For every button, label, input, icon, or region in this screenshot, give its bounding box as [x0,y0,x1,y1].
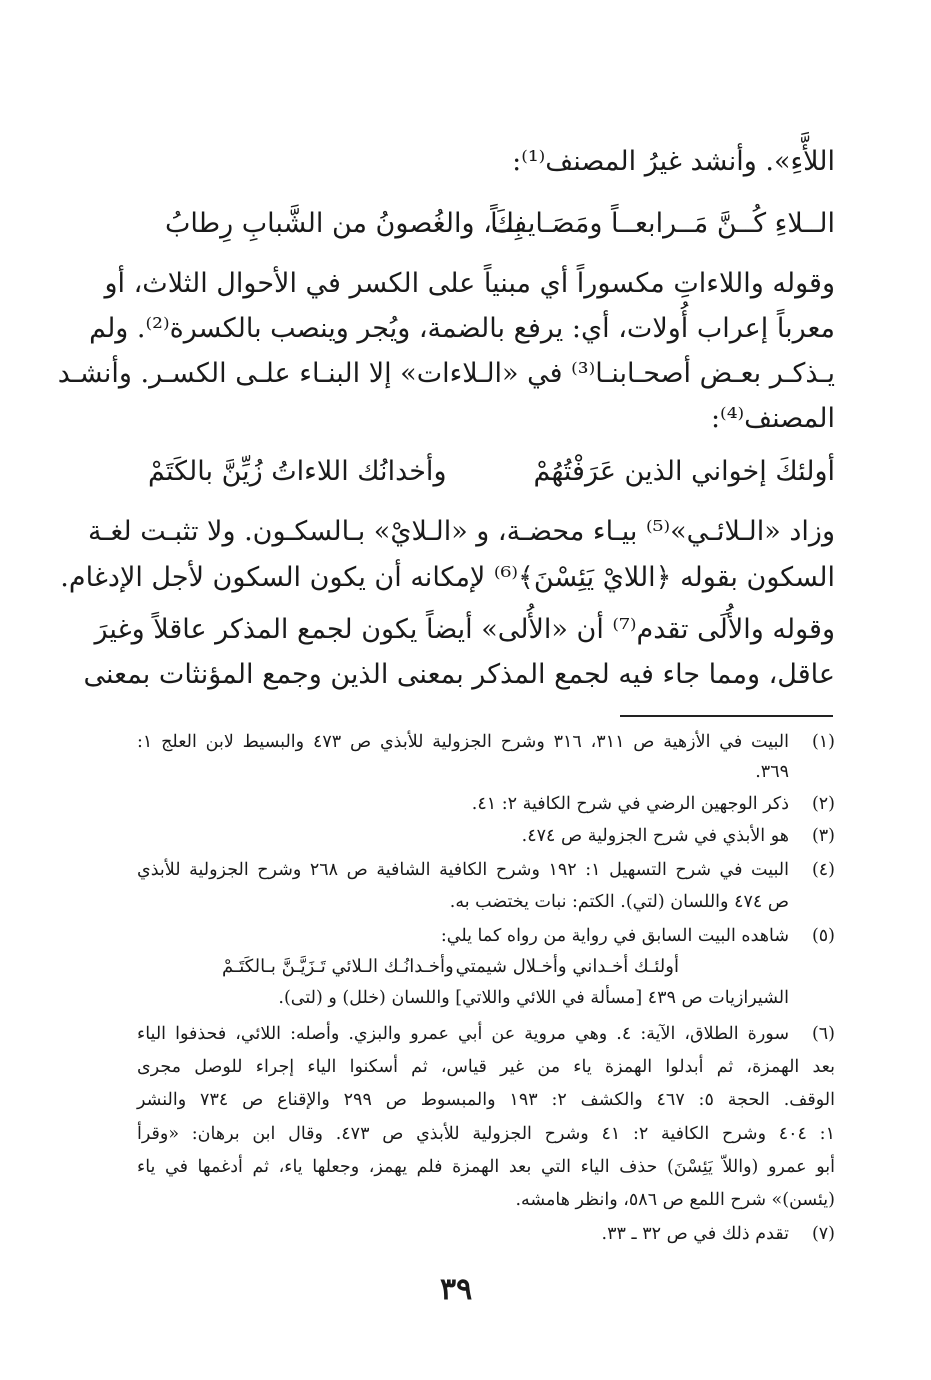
footnote-line: ذكر الوجهين الرضي في شرح الكافية ٢: ٤١. [471,794,789,814]
footnote-line: شاهده البيت السابق في رواية من رواه كما يلي: [440,926,789,946]
paragraph-line: المصنف⁽⁴⁾: [710,403,835,434]
footnote-line: سورة الطلاق، الآية: ٤. وهي مروية عن أبي عمرو والبزي. وأصله: اللائي، فحذفوا الياء [137,1024,789,1044]
footnote-number: (٧) [811,1224,835,1244]
footnote-number: (٥) [811,926,835,946]
footnote-line: ١: ٤٠٤ وشرح الكافية ٢: ٤١ وشرح الجزولية للأبذي ص ٤٧٣. وقال ابن برهان: «وقرأ [137,1124,835,1144]
footnote-line: البيت في شرح التسهيل ١: ١٩٢ وشرح الكافية الشافية ص ٢٦٨ وشرح الجزولية للأبذي [137,860,789,880]
verse1-second-hemistich: بِكَ، والغُصونُ من الشَّبابِ رِطابُ [165,208,523,239]
intro-line: اللأَّءِ». وأنشد غيرُ المصنف⁽¹⁾: [512,146,835,177]
verse1-first-hemistich: الــلاءِ كُــنَّ مَــرابعــاً ومَصَـايفــاً [490,208,835,239]
paragraph-line: معرباً إعراب أُولات، أي: يرفع بالضمة، ويُجر وينصب بالكسرة⁽²⁾. ولم [89,313,835,344]
footnote-verse-first: أولئـك أخـداني وأخـلال شيمتي [455,956,679,977]
footnote-line: ص ٤٧٤ واللسان (لتي). الكتم: نبات يختضب به. [449,892,789,912]
paragraph-line: وزاد «الـلائـي»⁽⁵⁾ بيـاء محضـة، و «الـلايْ» بـالسكـون. ولا تثبـت لغـة [88,516,835,547]
footnote-line: (يئسن)» شرح اللمع ص ٥٨٦، وانظر هامشه. [515,1190,835,1210]
footnote-number: (٦) [811,1024,835,1044]
paragraph-line: وقوله واللاءاتِ مكسوراً أي مبنياً على الكسر في الأحوال الثلاث، أو [104,268,835,299]
footnote-line: أبو عمرو (واللاّ يَئِسْنَ) حذف الياء التي بعد الهمزة فلم يهمز، وجعلها ياء، ثم أدغمها في ياء [137,1157,835,1177]
page-number: ٣٩ [440,1272,473,1307]
footnote-line: الوقف. الحجة ٥: ٤٦٧ والكشف ٢: ١٩٣ والمبسوط ص ٢٩٩ والإقناع ص ٧٣٤ والنشر [137,1090,836,1110]
paragraph-line: يـذكـر بعـض أصحـابنـا⁽³⁾ في «الـلاءات» إلا البنـاء علـى الكسـر. وأنشـد [57,358,835,389]
footnote-line: تقدم ذلك في ص ٣٢ ـ ٣٣. [601,1224,789,1244]
paragraph-line: وقوله والأُلَى تقدم⁽⁷⁾ أن «الأُلى» أيضاً يكون لجمع المذكر عاقلاً وغيرَ [94,614,835,645]
footnote-number: (١) [811,732,835,752]
paragraph-line: السكون بقوله ﴿اللايْ يَئِسْنَ﴾⁽⁶⁾ لإمكانه أن يكون السكون لأجل الإدغام. [60,562,835,593]
footnote-line: الشيرازيات ص ٤٣٩ [مسألة في اللائي واللاتي] واللسان (خلل) و (لتى). [278,988,789,1008]
footnote-line: هو الأبذي في شرح الجزولية ص ٤٧٤. [521,826,789,846]
footnote-line: بعد الهمزة، ثم أبدلوا الهمزة ياء من غير قياس، ثم أسكنوا الياء إجراء للوصل مجرى [137,1057,835,1077]
footnote-number: (٢) [811,794,835,814]
footnote-line: ٣٦٩. [755,762,789,782]
verse2-first-hemistich: أولئكَ إخواني الذين عَرَفْتُهُمْ [533,456,835,487]
verse2-second-hemistich: وأخدانُك اللاءاتُ زُيِّنَّ بالكَتَمْ [148,456,447,487]
paragraph-line: عاقل، ومما جاء فيه لجمع المذكر بمعنى الذين وجمع المؤنثات بمعنى [83,659,835,690]
footnote-number: (٤) [811,860,835,880]
footnote-line: البيت في الأزهية ص ٣١١، ٣١٦ وشرح الجزولية للأبذي ص ٤٧٣ والبسيط لابن العلج ١: [137,732,789,752]
footnote-verse-second: وأخـدانُـك الـلائي تَـزَيَّـنَّ بـالكَتَـمْ [222,956,454,977]
footnote-separator [620,715,833,717]
footnote-number: (٣) [811,826,835,846]
